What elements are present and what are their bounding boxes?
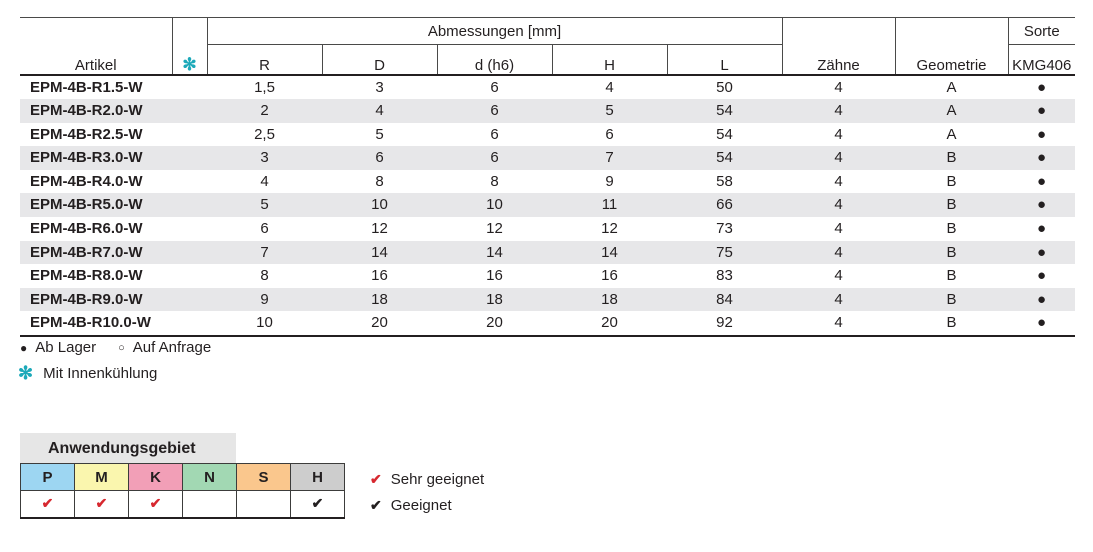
geometrie-cell: A	[946, 78, 957, 96]
l-cell: 54	[716, 125, 733, 143]
geometrie-cell: B	[895, 311, 1008, 336]
zaehne-cell: 4	[834, 125, 843, 143]
column-header-kmg406: KMG406	[1008, 45, 1075, 75]
geometrie-cell: B	[946, 267, 957, 285]
coolant-cell	[172, 193, 207, 217]
check-icon: ✔	[149, 495, 162, 511]
check-icon: ✔	[311, 495, 324, 511]
l-cell: 58	[716, 172, 733, 190]
geometrie-cell: A	[946, 102, 957, 120]
artikel-cell: EPM-4B-R2.5-W	[30, 125, 143, 143]
artikel-cell: EPM-4B-R3.0-W	[30, 149, 143, 167]
dh6-cell: 18	[486, 290, 503, 308]
h-cell: 9	[605, 172, 614, 190]
coolant-icon: ✻	[182, 54, 197, 74]
h-cell: 16	[601, 267, 618, 285]
artikel-cell: EPM-4B-R9.0-W	[30, 290, 143, 308]
column-group-abmessungen: Abmessungen [mm]	[207, 18, 782, 45]
dh6-cell: 6	[490, 125, 499, 143]
geometrie-cell: A	[946, 125, 957, 143]
column-header-sorte: Sorte	[1008, 18, 1075, 45]
sehr-geeignet-label: Sehr geeignet	[390, 470, 485, 488]
d-cell: 5	[375, 125, 384, 143]
l-cell: 73	[716, 220, 733, 238]
geometrie-cell: B	[946, 149, 957, 167]
l-cell: 92	[667, 311, 782, 336]
column-header-h: H	[552, 45, 667, 75]
coolant-cell	[172, 146, 207, 170]
check-icon: ✔	[95, 495, 108, 511]
coolant-icon: ✻	[18, 363, 34, 383]
ab-lager-label: Ab Lager	[35, 339, 97, 356]
l-cell: 75	[716, 243, 733, 261]
sorte-cell: ●	[1036, 243, 1047, 261]
l-cell: 83	[716, 267, 733, 285]
d-cell: 4	[375, 102, 384, 120]
application-column-s: S	[237, 464, 291, 491]
r-cell: 9	[260, 290, 269, 308]
table-row	[20, 170, 1075, 194]
h-cell: 5	[605, 102, 614, 120]
d-cell: 12	[371, 220, 388, 238]
r-cell: 3	[260, 149, 269, 167]
r-cell: 1,5	[254, 78, 275, 96]
column-header-geometrie: Geometrie	[895, 18, 1008, 75]
h-cell: 14	[601, 243, 618, 261]
dh6-cell: 16	[486, 267, 503, 285]
h-cell: 12	[601, 220, 618, 238]
r-cell: 6	[260, 220, 269, 238]
application-check-cell-h	[291, 491, 345, 518]
auf-anfrage-label: Auf Anfrage	[132, 339, 212, 356]
dh6-cell: 6	[490, 78, 499, 96]
d-cell: 8	[375, 172, 384, 190]
d-cell: 14	[371, 243, 388, 261]
sorte-cell: ●	[1036, 290, 1047, 308]
innenkuehlung-label: Mit Innenkühlung	[43, 364, 158, 382]
geometrie-cell: B	[946, 172, 957, 190]
l-cell: 54	[716, 102, 733, 120]
geometrie-cell: B	[946, 290, 957, 308]
table-row	[20, 241, 1075, 265]
coolant-cell	[172, 75, 207, 100]
zaehne-cell: 4	[834, 172, 843, 190]
table-row	[20, 217, 1075, 241]
column-header-r: R	[207, 45, 322, 75]
h-cell: 7	[605, 149, 614, 167]
column-header-artikel: Artikel	[20, 18, 172, 75]
application-check-cell-s	[237, 491, 291, 518]
dh6-cell: 6	[490, 102, 499, 120]
zaehne-cell: 4	[834, 290, 843, 308]
legend-item	[370, 466, 484, 492]
h-cell: 11	[601, 196, 618, 214]
application-check-cell-n	[183, 491, 237, 518]
artikel-cell: EPM-4B-R2.0-W	[30, 102, 143, 120]
table-row	[20, 75, 1075, 100]
geometrie-cell: B	[946, 220, 957, 238]
dh6-cell: 14	[486, 243, 503, 261]
zaehne-cell: 4	[834, 196, 843, 214]
sorte-cell: ●	[1036, 196, 1047, 214]
application-column-h: H	[291, 464, 345, 491]
artikel-cell: EPM-4B-R4.0-W	[30, 172, 143, 190]
zaehne-cell: 4	[834, 267, 843, 285]
r-cell: 10	[207, 311, 322, 336]
r-cell: 2	[260, 102, 269, 120]
zaehne-cell: 4	[834, 149, 843, 167]
application-column-k: K	[129, 464, 183, 491]
artikel-cell: EPM-4B-R8.0-W	[30, 267, 143, 285]
artikel-cell: EPM-4B-R6.0-W	[30, 220, 143, 238]
column-header-zaehne: Zähne	[782, 18, 895, 75]
column-header-d: D	[322, 45, 437, 75]
availability-legend	[20, 339, 211, 356]
application-area-table	[20, 463, 345, 519]
d-cell: 10	[371, 196, 388, 214]
table-row	[20, 264, 1075, 288]
geeignet-label: Geeignet	[390, 496, 452, 514]
application-check-cell-p	[21, 491, 75, 518]
dh6-cell: 6	[490, 149, 499, 167]
coolant-legend	[18, 364, 157, 382]
table-row	[20, 99, 1075, 123]
artikel-cell: EPM-4B-R5.0-W	[30, 196, 143, 214]
artikel-cell: EPM-4B-R1.5-W	[30, 78, 143, 96]
table-row	[20, 311, 1075, 336]
coolant-cell	[172, 123, 207, 147]
application-check-row	[21, 491, 345, 518]
h-cell: 18	[601, 290, 618, 308]
table-row	[20, 193, 1075, 217]
product-table	[20, 17, 1075, 337]
filled-dot-icon: ●	[20, 340, 28, 355]
coolant-cell	[172, 170, 207, 194]
coolant-column-header	[172, 18, 207, 75]
geometrie-cell: B	[946, 243, 957, 261]
r-cell: 7	[260, 243, 269, 261]
l-cell: 50	[716, 78, 733, 96]
dh6-cell: 20	[437, 311, 552, 336]
sorte-cell: ●	[1036, 172, 1047, 190]
sorte-cell: ●	[1036, 78, 1047, 96]
coolant-cell	[172, 99, 207, 123]
sorte-cell: ●	[1036, 125, 1047, 143]
geometrie-cell: B	[946, 196, 957, 214]
d-cell: 6	[375, 149, 384, 167]
coolant-cell	[172, 241, 207, 265]
zaehne-cell: 4	[834, 220, 843, 238]
table-body	[20, 75, 1075, 337]
zaehne-cell: 4	[834, 243, 843, 261]
sorte-cell: ●	[1036, 220, 1047, 238]
h-cell: 4	[605, 78, 614, 96]
h-cell: 20	[552, 311, 667, 336]
d-cell: 3	[375, 78, 384, 96]
d-cell: 20	[322, 311, 437, 336]
suitability-legend	[370, 466, 484, 518]
h-cell: 6	[605, 125, 614, 143]
coolant-cell	[172, 264, 207, 288]
coolant-cell	[172, 217, 207, 241]
zaehne-cell: 4	[782, 311, 895, 336]
r-cell: 4	[260, 172, 269, 190]
column-header-l: L	[667, 45, 782, 75]
red-check-icon: ✔	[370, 471, 382, 487]
l-cell: 66	[716, 196, 733, 214]
table-row	[20, 146, 1075, 170]
artikel-cell: EPM-4B-R7.0-W	[30, 243, 143, 261]
table-row	[20, 288, 1075, 312]
artikel-cell: EPM-4B-R10.0-W	[20, 311, 172, 336]
l-cell: 54	[716, 149, 733, 167]
application-column-n: N	[183, 464, 237, 491]
table-row	[20, 123, 1075, 147]
application-check-cell-m	[75, 491, 129, 518]
open-dot-icon: ○	[118, 341, 125, 354]
d-cell: 16	[371, 267, 388, 285]
application-area-title: Anwendungsgebiet	[20, 433, 236, 463]
application-check-cell-k	[129, 491, 183, 518]
application-column-p: P	[21, 464, 75, 491]
sorte-cell: ●	[1008, 311, 1075, 336]
coolant-cell	[172, 288, 207, 312]
dh6-cell: 10	[486, 196, 503, 214]
black-check-icon: ✔	[370, 497, 382, 513]
check-icon: ✔	[41, 495, 54, 511]
zaehne-cell: 4	[834, 102, 843, 120]
dh6-cell: 8	[490, 172, 499, 190]
sorte-cell: ●	[1036, 149, 1047, 167]
application-column-m: M	[75, 464, 129, 491]
sorte-cell: ●	[1036, 267, 1047, 285]
dh6-cell: 12	[486, 220, 503, 238]
r-cell: 2,5	[254, 125, 275, 143]
l-cell: 84	[716, 290, 733, 308]
application-header-row	[21, 464, 345, 491]
sorte-cell: ●	[1036, 102, 1047, 120]
zaehne-cell: 4	[834, 78, 843, 96]
coolant-cell	[172, 311, 207, 336]
r-cell: 8	[260, 267, 269, 285]
r-cell: 5	[260, 196, 269, 214]
legend-item	[370, 492, 484, 518]
d-cell: 18	[371, 290, 388, 308]
column-header-dh6: d (h6)	[437, 45, 552, 75]
